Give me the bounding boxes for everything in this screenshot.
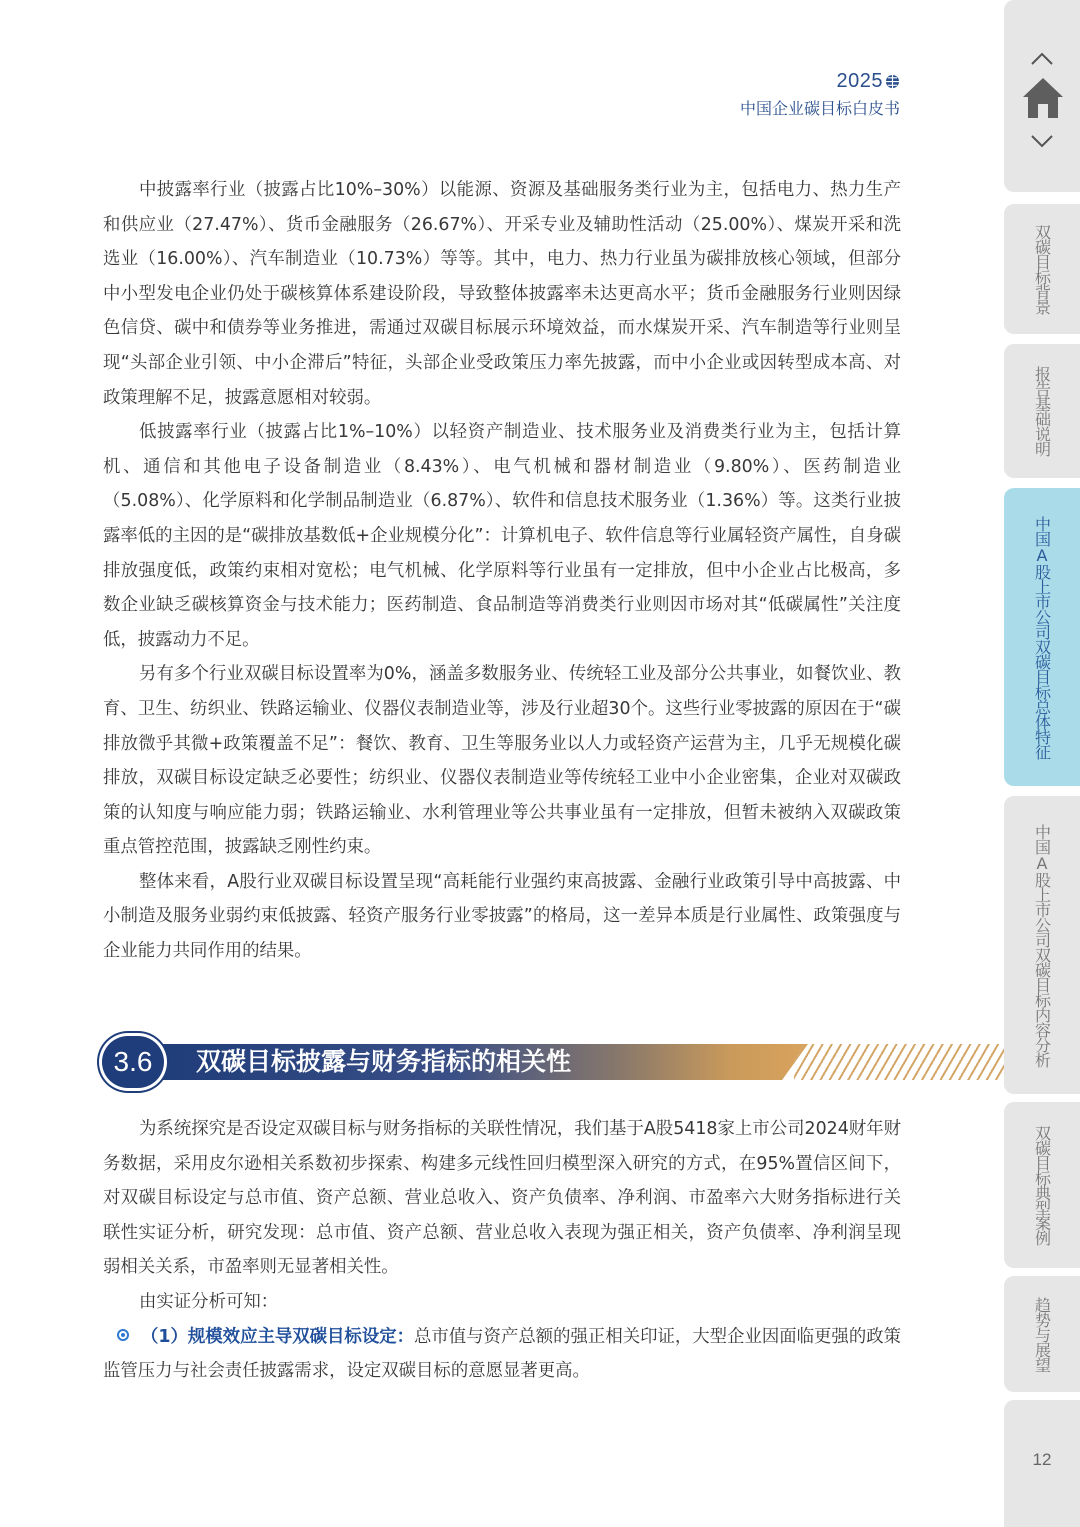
paragraph: 由实证分析可知：	[139, 1291, 279, 1312]
decorative-stripes	[794, 1044, 1004, 1080]
sidebar-tab-outlook[interactable]	[1004, 1276, 1080, 1392]
nav-controls	[1004, 0, 1080, 192]
page-number-box	[1004, 1400, 1080, 1527]
paragraph: 另有多个行业双碳目标设置率为0%，涵盖多数服务业、传统轻工业及部分公共事业，如餐饮业、教育、卫生、纺织业、铁路运输业、仪器仪表制造业等，涉及行业超30个。这些行业零披露的原因在于“碳排放微乎其微+政策覆盖不足”：餐饮、教育、卫生等服务业以人力或轻资产运营为主，几乎无规模化碳排放，双碳目标设定缺乏必要性；纺织业、仪器仪表制造业等传统轻工业中小企业密集，企业对双碳政策的认知度与响应能力弱；铁路运输业、水利管理业等公共事业虽有一定排放，但暂未被纳入双碳政策重点管控范围，披露缺乏刚性约束。	[103, 664, 901, 858]
sidebar-tab-content-analysis[interactable]	[1004, 796, 1080, 1094]
section-title: 双碳目标披露与财务指标的相关性	[196, 1047, 572, 1076]
globe-icon	[885, 74, 900, 89]
paragraph: 中披露率行业（披露占比10%–30%）以能源、资源及基础服务类行业为主，包括电力、热力生产和供应业（27.47%）、货币金融服务（26.67%）、开采专业及辅助性活动（25.00%）、煤炭开采和洗选业（16.00%）、汽车制造业（10.73%）等等。其中，电力、热力行业虽为碳排放核心领域，但部分中小型发电企业仍处于碳核算体系建设阶段，导致整体披露率未达更高水平；货币金融服务行业则因绿色信贷、碳中和债券等业务推进，需通过双碳目标展示环境效益，而水煤炭开采、汽车制造等行业则呈现“头部企业引领、中小企滞后”特征，头部企业受政策压力率先披露，而中小企业或因转型成本高、对政策理解不足，披露意愿相对较弱。	[103, 180, 901, 408]
section-number-badge: 3.6	[102, 1036, 164, 1088]
tab-label: 趋势与展望	[1032, 1296, 1052, 1372]
bullet-icon	[117, 1329, 129, 1341]
bullet-text: 总市值与资产总额的强正相关印证，大型企业因面临更强的政策监管压力与社会责任披露需求，设定双碳目标的意愿显著更高。	[103, 1326, 901, 1382]
paragraph: 整体来看，A股行业双碳目标设置呈现“高耗能行业强约束高披露、金融行业政策引导中高披露、中小制造及服务业弱约束低披露、轻资产服务行业零披露”的格局，这一差异本质是行业属性、政策强度与企业能力共同作用的结果。	[103, 871, 901, 962]
sidebar-tab-report-basis[interactable]	[1004, 344, 1080, 478]
paragraph: 为系统探究是否设定双碳目标与财务指标的关联性情况，我们基于A股5418家上市公司2024财年财务数据，采用皮尔逊相关系数初步探索、构建多元线性回归模型深入研究的方式，在95%置信区间下，对双碳目标设定与总市值、资产总额、营业总收入、资产负债率、净利润、市盈率六大财务指标进行关联性实证分析，研究发现：总市值、资产总额、营业总收入表现为强正相关，资产负债率、净利润呈现弱相关关系，市盈率则无显著相关性。	[103, 1119, 901, 1278]
body-section-2	[103, 1112, 901, 1389]
page-number: 12	[1032, 1450, 1052, 1469]
body-section-1	[103, 173, 901, 969]
sidebar-tab-overall-features[interactable]	[1004, 488, 1080, 786]
bullet-label: （1）规模效应主导双碳目标设定：	[141, 1326, 414, 1347]
tab-label: 中国A股上市公司双碳目标内容分析	[1032, 823, 1052, 1067]
tab-label: 双碳目标背景	[1032, 224, 1052, 314]
tab-label: 中国A股上市公司双碳目标总体特征	[1032, 515, 1052, 759]
sidebar-tab-typical-cases[interactable]	[1004, 1102, 1080, 1268]
header-subtitle: 中国企业碳目标白皮书	[739, 99, 900, 118]
chevron-down-icon[interactable]	[1030, 134, 1054, 148]
tab-label: 报告基础说明	[1032, 366, 1052, 456]
tab-label: 双碳目标典型案例	[1032, 1125, 1052, 1245]
section-header	[102, 1036, 902, 1090]
bullet-paragraph	[103, 1320, 901, 1389]
header-year	[837, 70, 901, 93]
sidebar-tab-background[interactable]	[1004, 204, 1080, 334]
chevron-up-icon[interactable]	[1030, 52, 1054, 66]
paragraph: 低披露率行业（披露占比1%–10%）以轻资产制造业、技术服务业及消费类行业为主，包括计算机、通信和其他电子设备制造业（8.43%）、电气机械和器材制造业（9.80%）、医药制造业（5.08%）、化学原料和化学制品制造业（6.87%）、软件和信息技术服务业（1.36%）等。这类行业披露率低的主因的是“碳排放基数低+企业规模分化”：计算机电子、软件信息等行业属轻资产属性，自身碳排放强度低，政策约束相对宽松；电气机械、化学原料等行业虽有一定排放，但中小企业占比极高，多数企业缺乏碳核算资金与技术能力；医药制造、食品制造等消费类行业则因市场对其“低碳属性”关注度低，披露动力不足。	[103, 422, 901, 650]
sidebar-nav	[1004, 0, 1080, 1527]
home-icon[interactable]	[1022, 76, 1064, 120]
header-year-text: 2025	[836, 70, 883, 92]
